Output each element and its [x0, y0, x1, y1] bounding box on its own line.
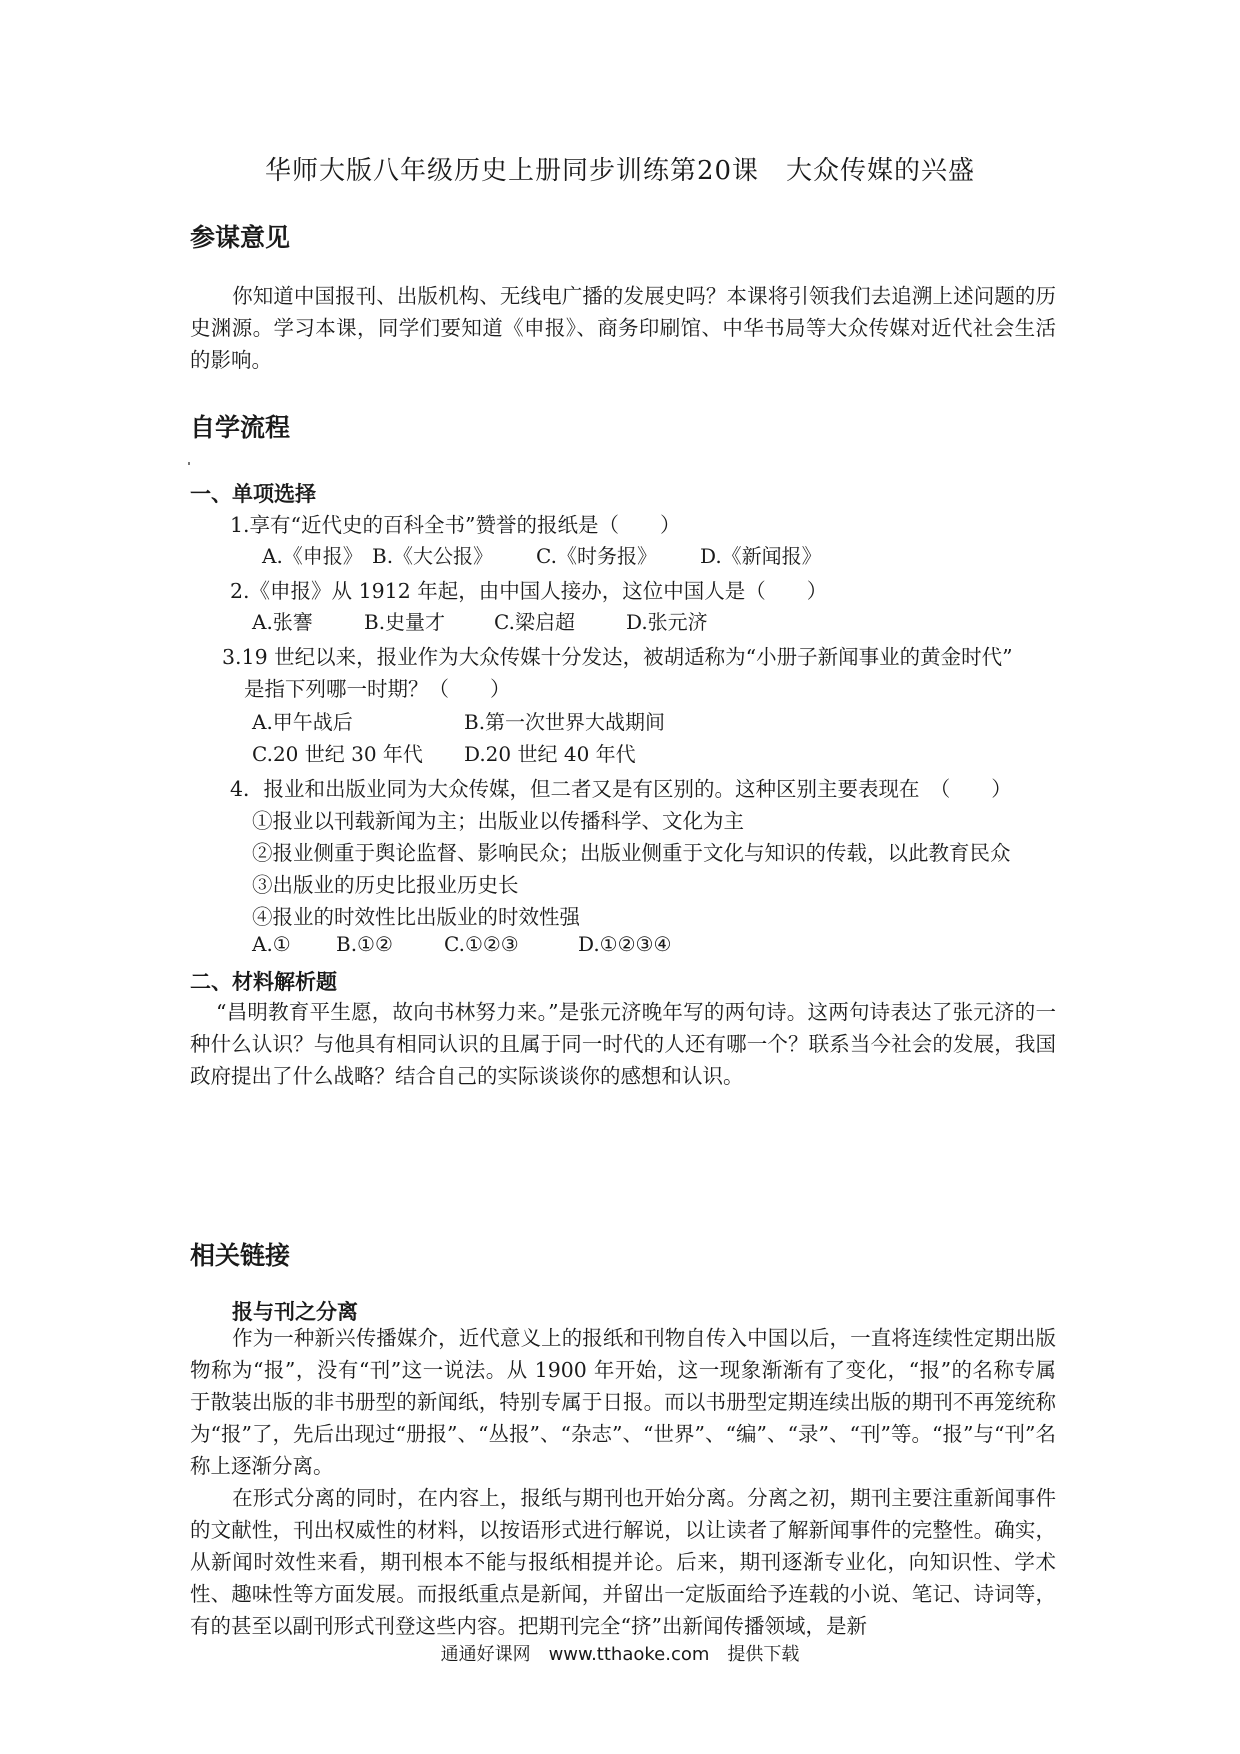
- q1-option-b: B.《大公报》: [372, 544, 494, 568]
- q4-option-b: B.①②: [336, 932, 393, 956]
- section-heading-zixue: 自学流程: [190, 413, 291, 442]
- q1-stem: 1.享有“近代史的百科全书”赞誉的报纸是（ ）: [230, 513, 681, 537]
- q3-stem-line2: 是指下列哪一时期？（ ）: [244, 677, 511, 701]
- q1-options: [262, 540, 822, 569]
- section-heading-canmou: 参谋意见: [190, 223, 291, 252]
- links-para2-text: 在形式分离的同时，在内容上，报纸与期刊也开始分离。分离之初，期刊主要注重新闻事件的文献性，刊出权威性的材料，以按语形式进行解说，以让读者了解新闻事件的完整性。确实，从新闻时效性来看，期刊根本不能与报纸相提并论。后来，期刊逐渐专业化，向知识性、学术性、趣味性等方面发展。而报纸重点是新闻，并留出一定版面给予连载的小说、笔记、诗词等，有的甚至以副刊形式刊登这些内容。把期刊完全“挤”出新闻传播领域，是新: [190, 1486, 1056, 1638]
- footer-credit: 通通好课网 www.tthaoke.com 提供下载: [440, 1644, 800, 1665]
- q4-item-2: ②报业侧重于舆论监督、影响民众；出版业侧重于文化与知识的传载，以此教育民众: [252, 841, 1011, 865]
- q3-option-c: C.20 世纪 30 年代: [252, 742, 423, 766]
- part2-text: “昌明教育平生愿，故向书林努力来。”是张元济晚年写的两句诗。这两句诗表达了张元济的一种什么认识？与他具有相同认识的且属于同一时代的人还有哪一个？联系当今社会的发展，我国政府提出了什么战略？结合自己的实际谈谈你的感想和认识。: [190, 1000, 1056, 1088]
- canmou-paragraph: [190, 280, 1056, 376]
- q4-options: [252, 932, 671, 956]
- links-para1-text: 作为一种新兴传播媒介，近代意义上的报纸和刊物自传入中国以后，一直将连续性定期出版物称为“报”，没有“刊”这一说法。从 1900 年开始，这一现象渐渐有了变化，“报”的名称专属于散装出版的非书册型的新闻纸，特别专属于日报。而以书册型定期连续出版的期刊不再笼统称为“报”了，先后出现过“册报”、“丛报”、“杂志”、“世界”、“编”、“录”、“刊”等。“报”与“刊”名称上逐渐分离。: [190, 1326, 1056, 1478]
- q4-item-1: ①报业以刊载新闻为主；出版业以传播科学、文化为主: [252, 809, 744, 833]
- links-paragraph-1: [190, 1322, 1056, 1482]
- q4-item-3: ③出版业的历史比报业历史长: [252, 873, 519, 897]
- q4-option-a: A.①: [252, 932, 291, 956]
- q3-stem-line1: 3.19 世纪以来，报业作为大众传媒十分发达，被胡适称为“小册子新闻事业的黄金时代”: [222, 645, 1013, 669]
- links-paragraph-2: [190, 1482, 1056, 1642]
- q2-option-c: C.梁启超: [494, 610, 575, 634]
- q4-item-4: ④报业的时效性比出版业的时效性强: [252, 905, 580, 929]
- links-subheading: 报与刊之分离: [232, 1300, 358, 1324]
- q3-options-row2: [252, 738, 636, 767]
- q2-stem: 2.《申报》从 1912 年起，由中国人接办，这位中国人是（ ）: [230, 579, 828, 603]
- q2-option-b: B.史量才: [364, 610, 446, 634]
- canmou-text: 你知道中国报刊、出版机构、无线电广播的发展史吗？本课将引领我们去追溯上述问题的历史渊源。学习本课，同学们要知道《申报》、商务印刷馆、中华书局等大众传媒对近代社会生活的影响。: [190, 284, 1056, 372]
- q4-option-c: C.①②③: [444, 932, 519, 956]
- q1-option-a: A.《申报》: [262, 544, 363, 568]
- part1-heading: 一、单项选择: [190, 482, 316, 506]
- q3-options-row1: [252, 706, 665, 735]
- q4-stem: 4．报业和出版业同为大众传媒，但二者又是有区别的。这种区别主要表现在 （ ）: [230, 777, 1012, 801]
- q2-option-d: D.张元济: [626, 610, 708, 634]
- section-heading-links: 相关链接: [190, 1241, 291, 1270]
- part2-paragraph: [190, 996, 1056, 1092]
- q1-option-d: D.《新闻报》: [700, 544, 822, 568]
- page-title: 华师大版八年级历史上册同步训练第20课 大众传媒的兴盛: [264, 156, 976, 186]
- q3-option-a: A.甲午战后: [252, 710, 353, 734]
- q3-option-d: D.20 世纪 40 年代: [464, 742, 636, 766]
- q4-option-d: D.①②③④: [578, 932, 672, 956]
- scan-speck: [188, 462, 190, 465]
- q2-option-a: A.张謇: [252, 610, 313, 634]
- part2-heading: 二、材料解析题: [190, 970, 337, 994]
- q1-option-c: C.《时务报》: [536, 544, 657, 568]
- q3-option-b: B.第一次世界大战期间: [464, 710, 666, 734]
- q2-options: [252, 606, 708, 635]
